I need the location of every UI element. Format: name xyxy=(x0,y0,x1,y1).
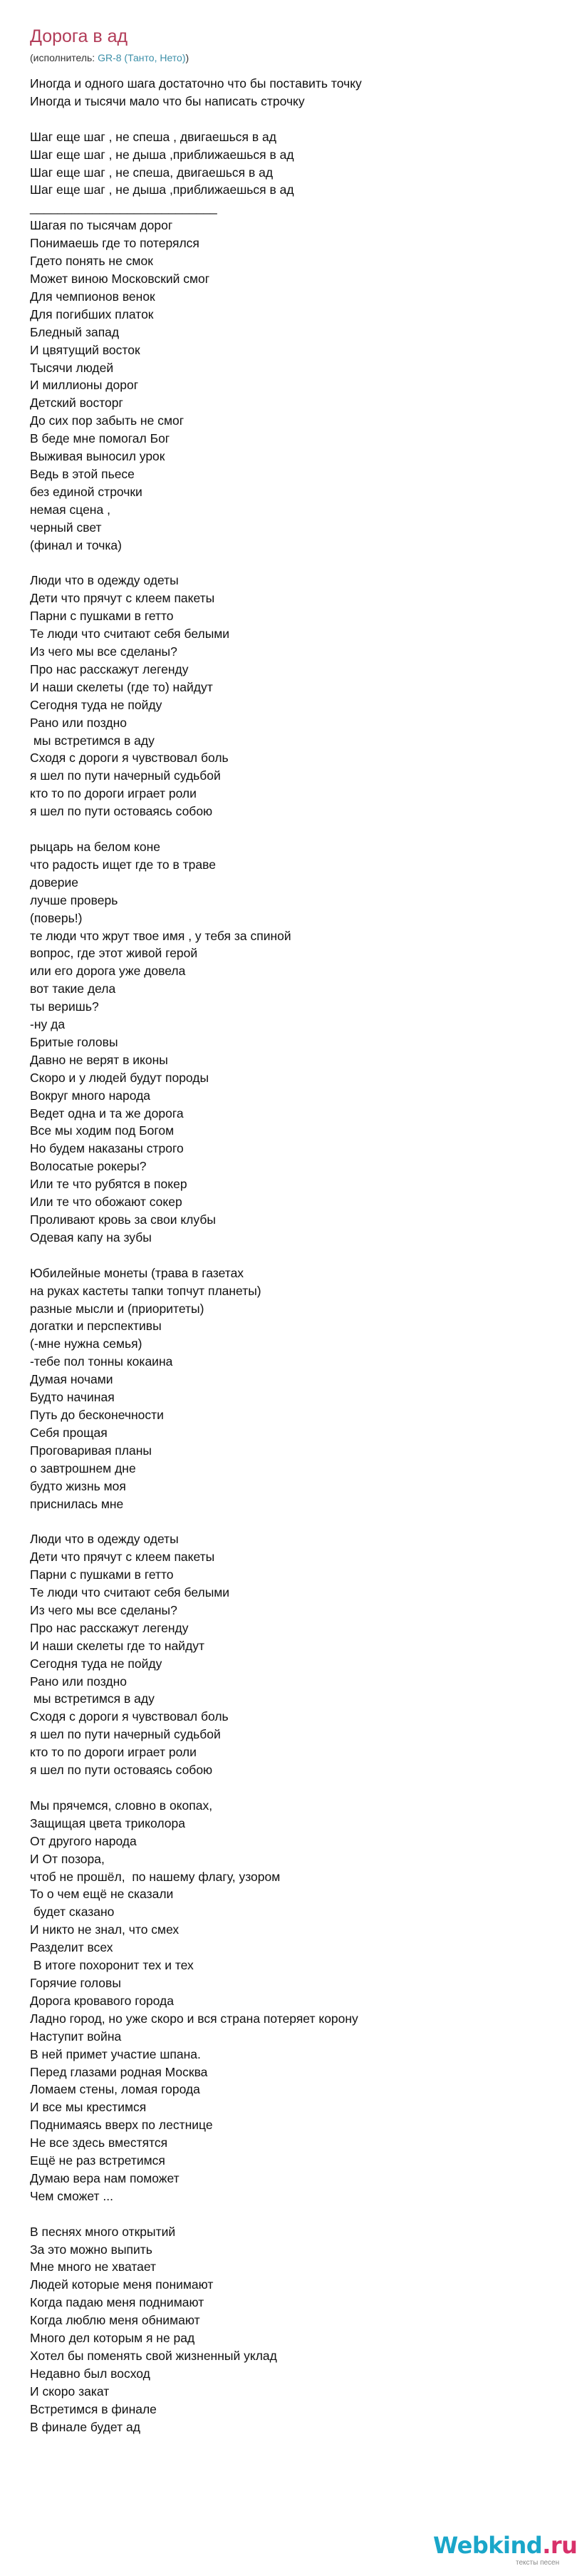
logo-name: Webkind xyxy=(433,2532,543,2559)
logo-wordmark xyxy=(433,2532,577,2559)
song-title: Дорога в ад xyxy=(30,26,128,46)
site-logo[interactable] xyxy=(423,2522,577,2576)
artist-prefix: (исполнитель: xyxy=(30,52,98,63)
logo-tagline: тексты песен xyxy=(516,2559,560,2567)
artist-line xyxy=(30,51,189,64)
artist-suffix: ) xyxy=(185,52,189,63)
logo-tld: .ru xyxy=(542,2532,577,2559)
artist-link[interactable]: GR-8 (Танто, Нето) xyxy=(98,52,186,63)
lyrics-text: Иногда и одного шага достаточно что бы поставить точку Иногда и тысячи мало что бы написать строчку Шаг еще шаг , не спеша , двигаешься в ад Шаг еще шаг , не дыша ,приближаешься в ад Шаг еще шаг , не спеша, двигаешься в ад Шаг еще шаг , не дыша ,приближаешься в ад ___________________________ Шагая по тысячам дорог Понимаешь где то потерялся Гдето понять не смок Может виною Московский смог Для чемпионов венок Для погибших платок Бледный запад И цвятущий восток Тысячи людей И миллионы дорог Детский восторг До сих пор забыть не смог В беде мне помогал Бог Выживая выносил урок Ведь в этой пьесе без единой строчки немая сцена , черный свет (финал и точка) Люди что в одежду одеты Дети что прячут с клеем пакеты Парни с пушками в гетто Те люди что считают себя белыми Из чего мы все сделаны? Про нас расскажут легенду И наши скелеты (где то) найдут Сегодня туда не пойду Рано или поздно мы встретимся в аду Сходя с дороги я чувствовал боль я шел по пути начерный судьбой кто то по дороги играет роли я шел по пути остоваясь собою рыцарь на белом коне что радость ищет где то в траве доверие лучше проверь (поверь!) те люди что жрут твое имя , у тебя за спиной вопрос, где этот живой герой или его дорога уже довела вот такие дела ты веришь? -ну да Бритые головы Давно не верят в иконы Скоро и у людей будут породы Вокруг много народа Ведет одна и та же дорога Все мы ходим под Богом Но будем наказаны строго Волосатые рокеры? Или те что рубятся в покер Или те что обожают сокер Проливают кровь за свои клубы Одевая капу на зубы Юбилейные монеты (трава в газетах на руках кастеты тапки топчут планеты) разные мысли и (приоритеты) догатки и перспективы (-мне нужна семья) -тебе пол тонны кокаина Думая ночами Будто начиная Путь до бесконечности Себя прощая Проговаривая планы о завтрошнем дне будто жизнь моя приснилась мне Люди что в одежду одеты Дети что прячут с клеем пакеты Парни с пушками в гетто Те люди что считают себя белыми Из чего мы все сделаны? Про нас расскажут легенду И наши скелеты где то найдут Сегодня туда не пойду Рано или поздно мы встретимся в аду Сходя с дороги я чувствовал боль я шел по пути начерный судьбой кто то по дороги играет роли я шел по пути остоваясь собою Мы прячемся, словно в окопах, Защищая цвета триколора От другого народа И От позора, чтоб не прошёл, по нашему флагу, узором То о чем ещё не сказали будет сказано И никто не знал, что смех Разделит всех В итоге похоронит тех и тех Горячие головы Дорога кровавого города Ладно город, но уже скоро и вся страна потеряет корону Наступит война В ней примет участие шпана. Перед глазами родная Москва Ломаем стены, ломая города И все мы крестимся Поднимаясь вверх по лестнице Не все здесь вместятся Ещё не раз встретимся Думаю вера нам поможет Чем сможет ... В песнях много открытий За это можно выпить Мне много не хватает Людей которые меня понимают Когда падаю меня поднимают Когда люблю меня обнимают Много дел которым я не рад Хотел бы поменять свой жизненный уклад Недавно был восход И скоро закат Встретимся в финале В финале будет ад xyxy=(30,76,362,2434)
